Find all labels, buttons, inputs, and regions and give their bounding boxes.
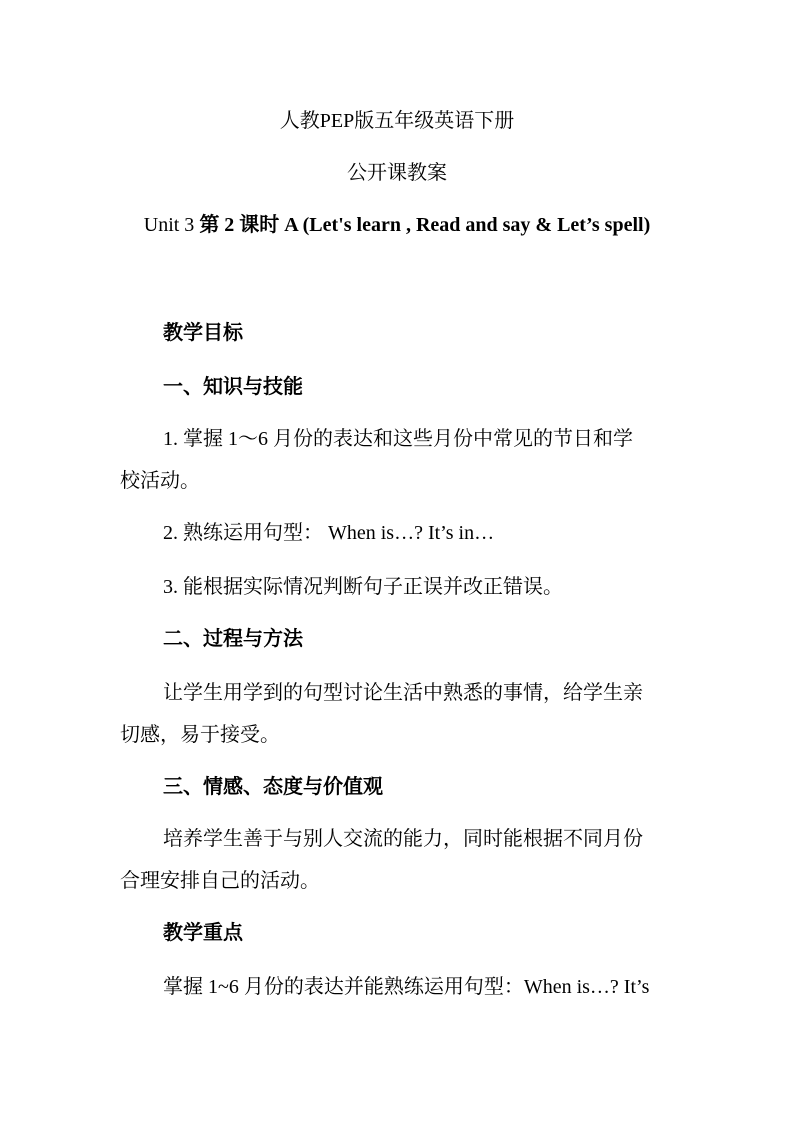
emotion-values-heading: 三、情感、态度与价值观 xyxy=(163,776,383,798)
knowledge-item-1-line-2: 校活动。 xyxy=(120,470,200,492)
emotion-text-line-1: 培养学生善于与别人交流的能力，同时能根据不同月份 xyxy=(163,828,643,850)
process-text-line-1: 让学生用学到的句型讨论生活中熟悉的事情，给学生亲 xyxy=(163,682,643,704)
process-methods-heading: 二、过程与方法 xyxy=(163,628,303,650)
document-subtitle: 公开课教案 xyxy=(347,162,447,184)
document-title: 人教PEP版五年级英语下册 xyxy=(279,110,515,132)
knowledge-item-1-line-1: 1. 掌握 1～6 月份的表达和这些月份中常见的节日和学 xyxy=(163,428,633,450)
objectives-heading: 教学目标 xyxy=(163,322,243,344)
lesson-title xyxy=(0,213,794,237)
process-text-line-2: 切感，易于接受。 xyxy=(120,724,280,746)
lesson-unit: Unit 3 xyxy=(143,214,200,236)
knowledge-item-2: 2. 熟练运用句型： When is…? It’s in… xyxy=(163,522,495,544)
knowledge-skills-heading: 一、知识与技能 xyxy=(163,376,303,398)
emotion-text-line-2: 合理安排自己的活动。 xyxy=(120,870,320,892)
knowledge-item-3: 3. 能根据实际情况判断句子正误并改正错误。 xyxy=(163,576,563,598)
key-points-heading: 教学重点 xyxy=(163,922,243,944)
lesson-detail: 第 2 课时 A (Let's learn , Read and say & Let’s spell) xyxy=(199,214,651,236)
key-points-text-line-1: 掌握 1~6 月份的表达并能熟练运用句型：When is…? It’s xyxy=(163,976,650,998)
